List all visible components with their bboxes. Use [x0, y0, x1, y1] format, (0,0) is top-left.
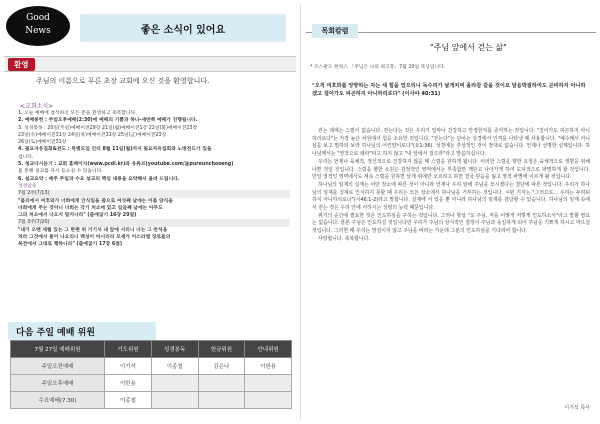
- table-cell: [245, 392, 292, 409]
- news-item: 3. 성경통독 : 20일(주일)예배이전29장 21일(월)예배이전1강 22일(화)예배이전23장: [18, 125, 198, 131]
- news-item: 성경암송: [18, 183, 37, 189]
- column-title: "주님 앞에서 걷는 삶": [430, 43, 507, 52]
- column-paragraph: 걷는 데에는 스릴이 없습니다. 걷는다는 것은 우리가 얼마나 건강하고 안정한지를 증거하는 것입니다. "걸어가도 피곤하지 아니하리로다"는 가장 높은 차원에서 힘을 소유한 것입니다. "걷는다"는 단어는 성경에서 인격을 나타낼 때 사용합니다. "예수께서 거니심을 보고 말하되 보라 하나님의 어린양이로다"(요1:36). 성경에는 추상적인 것이 절대로 없습니다. 언제나 선명한 실제입니다. 하나님께서는 "영적으로 돼라"라고 하지 않고 "내 앞에서 걸으라"라고 말씀하십니다.: [312, 128, 590, 158]
- news-item: 4. 필요자유집회&전도 : 특별모임 인터 8월 11일(월)까지 필요자유집회와 노방전도가 있을: [18, 147, 212, 153]
- table-cell: 이종철: [105, 392, 152, 409]
- left-panel: [4, 4, 296, 420]
- table-header-cell: 성경봉독: [151, 341, 198, 358]
- table-row: [11, 375, 292, 392]
- news-item: 겁니다.: [18, 154, 34, 160]
- logo-line-2: News: [25, 26, 51, 36]
- column-divider: [300, 4, 301, 420]
- table-header-cell: 안내위원: [245, 341, 292, 358]
- table-header-cell: 헌금위원: [198, 341, 245, 358]
- news-item: 23일(수)예배이전31장 24일(목)예배이전31장 25일(금)예배이전23장: [18, 132, 167, 138]
- news-item: 를 통해 설교를 다시 들으실 수 있습니다.: [18, 169, 103, 175]
- column-paragraph: 위기의 순간에 필요한 것은 인도하심을 구하는 것입니다. 그러나 항상 "오 주님, 저를 어떻게 저렇게 인도하소서"라고 말할 필요는 없습니다. 물론 주님은 인도하실 것입니다만 우리가 주님의 상식적인 결정이 주님과 동일하게 되어 주님을 기쁘게 하시고 막으실 것입니다. 그러한 때 우리는 망설이지 않고 주님을 바라는 가운데 그분의 인도하심을 기다려야 합니다.: [312, 212, 590, 235]
- news-item: 5. 청교다시듣기 : 교회 홈페이지(www.pcdi.kr)와 유튜브(youtube.com/@pureunchoseng): [18, 162, 234, 168]
- column-source: * 조스팔도 헌빅스 「주님은 나의 최고봉」7월 20일 묵상입니다.: [310, 65, 446, 70]
- column-label: 목회칼럼: [312, 24, 358, 38]
- welcome-message: 주님의 이름으로 푸른 초장 교회에 오신 것을 환영합니다.: [36, 77, 210, 85]
- news-item: "내가 오랜 세월 있는 그 한편 위 거기서 내 앞에 서리니 너는 그 반석을: [18, 227, 168, 233]
- news-item: 치라 그것에서 물이 나오리니 백성이 마시리라 모세가 이스라엘 장로들의: [18, 235, 171, 241]
- news-item: 목전에서 그대로 행하니라" (출애굽기 17장 6절): [18, 242, 123, 248]
- table-role-cell: 수요예배(7.30): [11, 392, 105, 409]
- news-item: 6. 설교요약 : 매주 주일과 수요 설교의 핵심 내용을 요약해서 올려 드립니다.: [18, 176, 180, 182]
- table-cell: 김은나: [198, 358, 245, 375]
- column-author: 이기석 목사: [564, 405, 590, 411]
- news-title: <교회소식>: [20, 103, 54, 110]
- table-row: [11, 358, 292, 375]
- news-item: 너희에게 주는 것이니 너희는 각기 처소에 있고 일곱째 날에는 아무도: [18, 205, 163, 211]
- good-news-logo: [6, 6, 70, 46]
- news-item: 7월 2주(7/13): [18, 190, 290, 197]
- worship-committee-title: 다음 주일 예배 위원: [8, 322, 156, 340]
- table-cell: 이종철: [151, 358, 198, 375]
- column-quote: "오직 여호와를 앙망하는 자는 새 힘을 얻으리니 독수리가 날개치며 올라감 같을 것이요 달음박질하여도 곤비하지 아니하겠고 걸어가도 피곤하지 아니하리로다" (이사야 40:31): [312, 83, 586, 98]
- news-item: 26일(토)예배이전31장: [18, 140, 67, 146]
- column-paragraph: 하나님의 임재의 실재는 어떤 장소에 따른 것이 아니라 언제나 우리 앞에 주님을 모시겠다는 결단에 따른 것입니다. 우리가 하나님의 임재를 실제로 인식하지 못할 때 우리는 모든 장소에서 하나님을 거부하는 것입니다. 시편 기자는 "그러므로... 우리는 두려워하지 아니하리로다"(시46:1-2)라고 말합니다. 실제에 서 있을 뿐 아니라 하나님의 임재를 감당할 수 있습니다. 하나님의 임재 속에서 걷는 것은 우리 안에 거하시는 성령의 능력 때문입니다.: [312, 181, 590, 212]
- news-item: 2. 예배봉헌 : 주일오후예배(2:30)에 예배의 기쁨과 하나-새반쪽 예배가 진행됩니다.: [18, 118, 198, 124]
- news-item: 1. 오늘 예배에 참석하신 모든 분을 환영하고 축복합니다.: [18, 111, 137, 116]
- column-body: [312, 128, 590, 244]
- column-paragraph: 우리는 언제나 육체적, 정신적으로 건강하지 않을 때 스릴을 원하게 됩니다. 이러한 스릴을 향한 요청은 육체적으로 생명을 위해 나쁜 것일 것입니다. 스릴을 향한 소원은 감정적인 영역에서는 부족함만 깨닫고 나아가게 하여 도덕적으로 파멸하게 할 것입니다. 만일 영적인 영역에서도 계속 스릴을 원하면 날개 위에만 오르려고 하면 결국 믿음을 잃고 영적 파멸에 이르게 될 것입니다.: [312, 158, 590, 181]
- news-item: 7월 3주(7/20): [18, 219, 290, 226]
- table-cell: [198, 392, 245, 409]
- logo-line-1: Good: [26, 13, 50, 23]
- table-header-row: [11, 341, 292, 358]
- header-banner: 좋은 소식이 있어요: [80, 14, 286, 42]
- table-cell: [245, 375, 292, 392]
- table-row: [11, 392, 292, 409]
- news-item: 그의 처소에서 나오지 말지니라" (출애굽기 16장 29절): [18, 213, 137, 219]
- table-role-cell: 주일오후예배: [11, 375, 105, 392]
- column-paragraph: 사랑합니다. 축복합니다.: [318, 235, 370, 242]
- table-cell: 이한용: [245, 358, 292, 375]
- table-cell: 이기석: [105, 358, 152, 375]
- table-cell: 이한용: [105, 375, 152, 392]
- right-panel: [306, 4, 596, 420]
- welcome-label: 환영: [8, 58, 35, 71]
- table-role-cell: 주일오전예배: [11, 358, 105, 375]
- worship-committee-table: [10, 340, 292, 409]
- table-cell: [151, 375, 198, 392]
- table-cell: [151, 392, 198, 409]
- news-list: [18, 110, 290, 249]
- news-item: "불의에서 여호와가 너희에게 안식일을 줌으로 여섯째 날에는 이틀 양식을: [18, 198, 173, 204]
- table-header-cell: 7월 27일 예배위원: [11, 341, 105, 358]
- welcome-section-bar: [4, 56, 296, 72]
- table-cell: [198, 375, 245, 392]
- table-header-cell: 기도위원: [105, 341, 152, 358]
